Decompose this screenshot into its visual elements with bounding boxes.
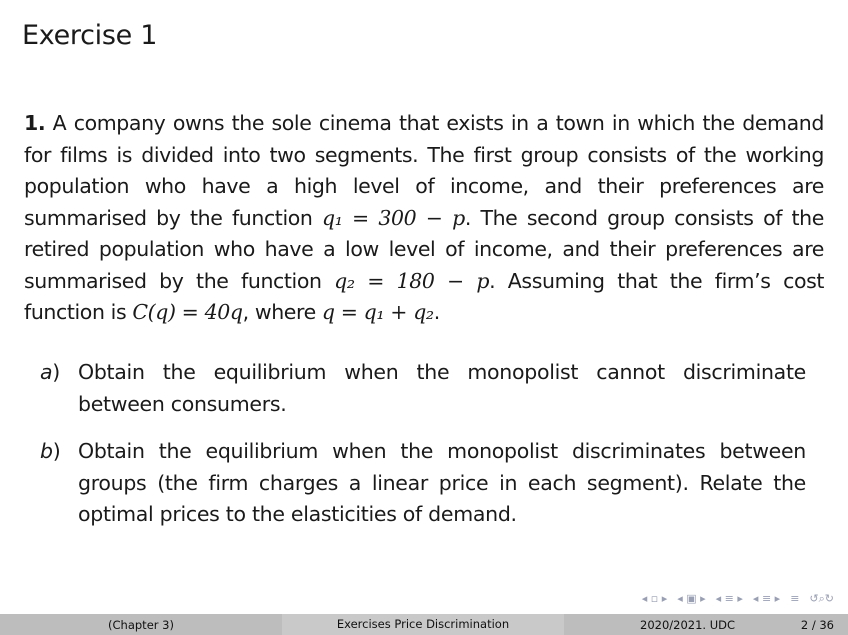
- paragraph-part-1: A company owns the sole cinema that exists in a town in which the demand for films is divided into two segments. The first group consists of the working population who have a high level of income, and their preferences are summarised by the function: [24, 111, 824, 230]
- question-label-b: b): [40, 439, 61, 463]
- equation-cost: C(q) = 40q: [132, 300, 243, 324]
- footer-chapter: (Chapter 3): [108, 617, 174, 632]
- nav-slide-icon[interactable]: ◂ ≡ ▸: [752, 592, 781, 605]
- slide-title: Exercise 1: [22, 20, 158, 51]
- nav-align-icon[interactable]: ≡: [790, 592, 800, 605]
- question-list: [40, 357, 806, 547]
- exercise-number: 1.: [24, 111, 46, 135]
- footer-date: 2020/2021. UDC: [640, 617, 736, 632]
- paragraph-part-2: . The second group consists of the retired population who have a low level of income, and their preferences are summarised by the function: [24, 205, 824, 293]
- question-text-b: Obtain the equilibrium when the monopolist discriminates between groups (the firm charges a linear price in each segment). Relate the optimal prices to the elasticities of demand.: [78, 439, 806, 526]
- equation-sum: q = q₁ + q₂: [321, 300, 434, 324]
- paragraph-part-5: .: [433, 300, 440, 324]
- nav-section-icon[interactable]: ◂ ≡ ▸: [715, 592, 743, 605]
- paragraph-part-3: . Assuming that the firm’s cost function is: [24, 268, 825, 324]
- equation-q1: q₁ = 300 − p: [322, 205, 465, 230]
- paragraph-part-4: , where: [242, 300, 322, 324]
- exercise-paragraph: [24, 108, 824, 329]
- nav-subsection-icon[interactable]: ◂ ▣ ▸: [677, 592, 706, 605]
- nav-frame-prev-icon[interactable]: ◂ ▫ ▸: [641, 592, 668, 605]
- footer-page-number: 2 / 36: [800, 617, 834, 632]
- question-label-a: a): [40, 360, 60, 384]
- beamer-navigation-bar: [642, 592, 834, 606]
- footer-bar: [0, 614, 848, 635]
- footer-title: Exercises Price Discrimination: [282, 614, 564, 635]
- question-text-a: Obtain the equilibrium when the monopolist cannot discriminate between consumers.: [78, 360, 806, 416]
- nav-search-icon[interactable]: ↺⌕↻: [809, 592, 834, 605]
- question-item-b: [40, 436, 806, 531]
- equation-q2: q₂ = 180 − p: [334, 268, 490, 293]
- question-item-a: [40, 357, 806, 420]
- footer-right: [564, 618, 848, 632]
